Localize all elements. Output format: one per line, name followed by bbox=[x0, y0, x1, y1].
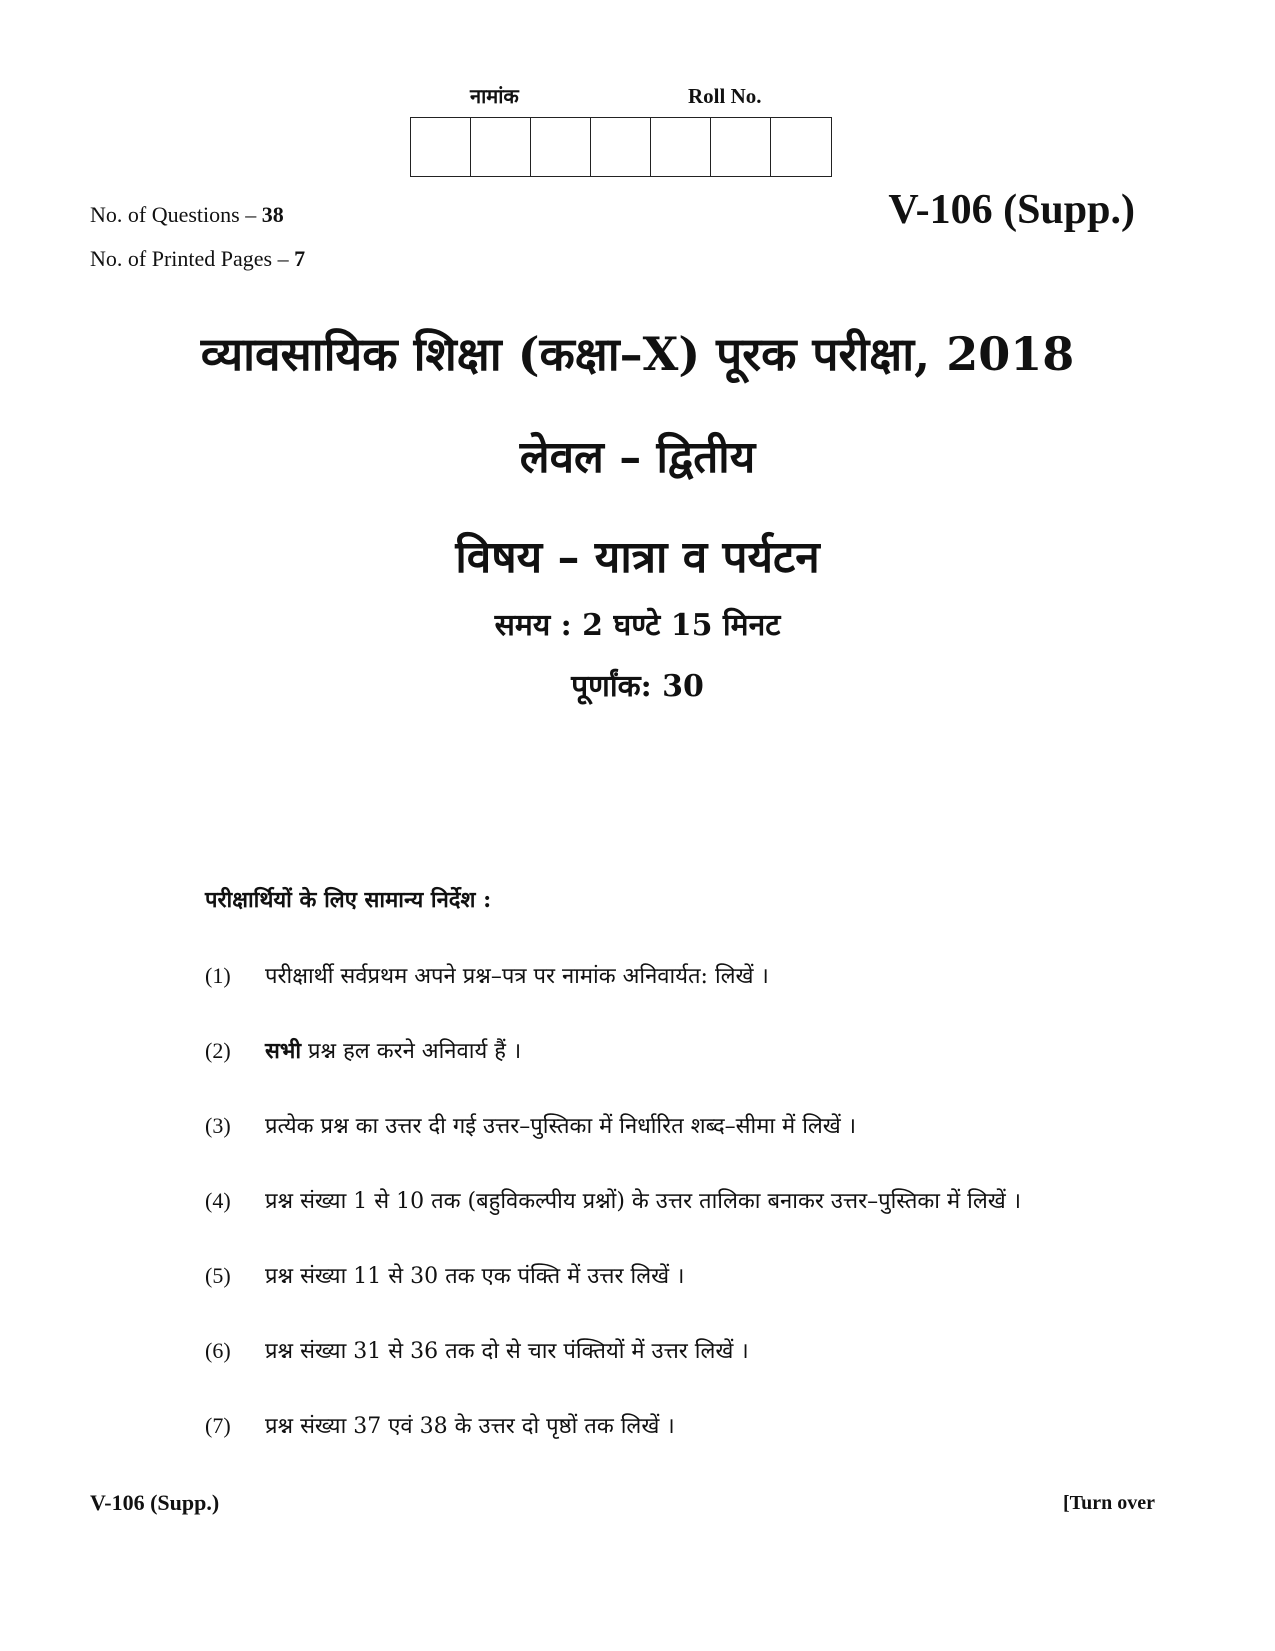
instructions-heading: परीक्षार्थियों के लिए सामान्य निर्देश : bbox=[205, 887, 492, 913]
questions-count bbox=[90, 202, 284, 228]
instruction-text: परीक्षार्थी सर्वप्रथम अपने प्रश्न–पत्र पर नामांक अनिवार्यत: लिखें । bbox=[265, 964, 769, 989]
printed-pages-count bbox=[90, 246, 305, 272]
turn-over-note: [Turn over bbox=[1062, 1492, 1155, 1514]
roll-number-box bbox=[471, 118, 531, 176]
instruction-number: (2) bbox=[205, 1038, 231, 1063]
instruction-number: (5) bbox=[205, 1263, 231, 1288]
instruction-item bbox=[205, 1185, 1165, 1260]
instruction-item bbox=[205, 1035, 1165, 1110]
pages-value: 7 bbox=[294, 246, 306, 271]
instruction-item bbox=[205, 1110, 1165, 1185]
instruction-item bbox=[205, 1260, 1165, 1335]
roll-number-box bbox=[411, 118, 471, 176]
instruction-number: (3) bbox=[205, 1113, 231, 1138]
instruction-text: प्रश्न संख्या 31 से 36 तक दो से चार पंक्तियों में उत्तर लिखें । bbox=[265, 1339, 749, 1364]
instruction-rest: प्रश्न हल करने अनिवार्य हैं । bbox=[301, 1039, 522, 1064]
roll-label-hindi: नामांक bbox=[470, 84, 519, 108]
exam-level: लेवल – द्वितीय bbox=[519, 432, 756, 483]
roll-number-box bbox=[771, 118, 831, 176]
pages-label: No. of Printed Pages – bbox=[90, 246, 289, 271]
instruction-number: (1) bbox=[205, 963, 231, 988]
exam-time: समय : 2 घण्टे 15 मिनट bbox=[494, 608, 781, 643]
exam-subject: विषय – यात्रा व पर्यटन bbox=[455, 532, 820, 583]
instruction-text bbox=[265, 1035, 521, 1065]
instruction-text: प्रश्न संख्या 37 एवं 38 के उत्तर दो पृष्ठों तक लिखें । bbox=[265, 1414, 675, 1439]
roll-label-english: Roll No. bbox=[688, 84, 762, 108]
instruction-text: प्रत्येक प्रश्न का उत्तर दी गई उत्तर–पुस्तिका में निर्धारित शब्द–सीमा में लिखें । bbox=[265, 1114, 857, 1139]
instruction-text: प्रश्न संख्या 1 से 10 तक (बहुविकल्पीय प्रश्नों) के उत्तर तालिका बनाकर उत्तर–पुस्तिका में लिखें । bbox=[265, 1189, 1022, 1214]
instruction-number: (4) bbox=[205, 1188, 231, 1213]
instructions-list bbox=[205, 960, 1165, 1485]
paper-code: V-106 (Supp.) bbox=[888, 187, 1135, 233]
instruction-item bbox=[205, 960, 1165, 1035]
questions-label: No. of Questions – bbox=[90, 202, 257, 227]
questions-value: 38 bbox=[261, 202, 284, 227]
instruction-number: (6) bbox=[205, 1338, 231, 1363]
roll-number-box bbox=[651, 118, 711, 176]
exam-title: व्यावसायिक शिक्षा (कक्षा–X) पूरक परीक्षा, 2018 bbox=[200, 327, 1075, 381]
instruction-bold: सभी bbox=[265, 1038, 302, 1064]
footer-paper-code: V-106 (Supp.) bbox=[90, 1490, 220, 1515]
instruction-text: प्रश्न संख्या 11 से 30 तक एक पंक्ति में उत्तर लिखें । bbox=[265, 1264, 685, 1289]
roll-number-box bbox=[591, 118, 651, 176]
exam-marks: पूर्णांक: 30 bbox=[571, 669, 704, 704]
roll-number-box bbox=[531, 118, 591, 176]
instruction-number: (7) bbox=[205, 1413, 231, 1438]
roll-number-boxes bbox=[410, 117, 832, 177]
instruction-item bbox=[205, 1410, 1165, 1485]
instruction-item bbox=[205, 1335, 1165, 1410]
roll-number-box bbox=[711, 118, 771, 176]
